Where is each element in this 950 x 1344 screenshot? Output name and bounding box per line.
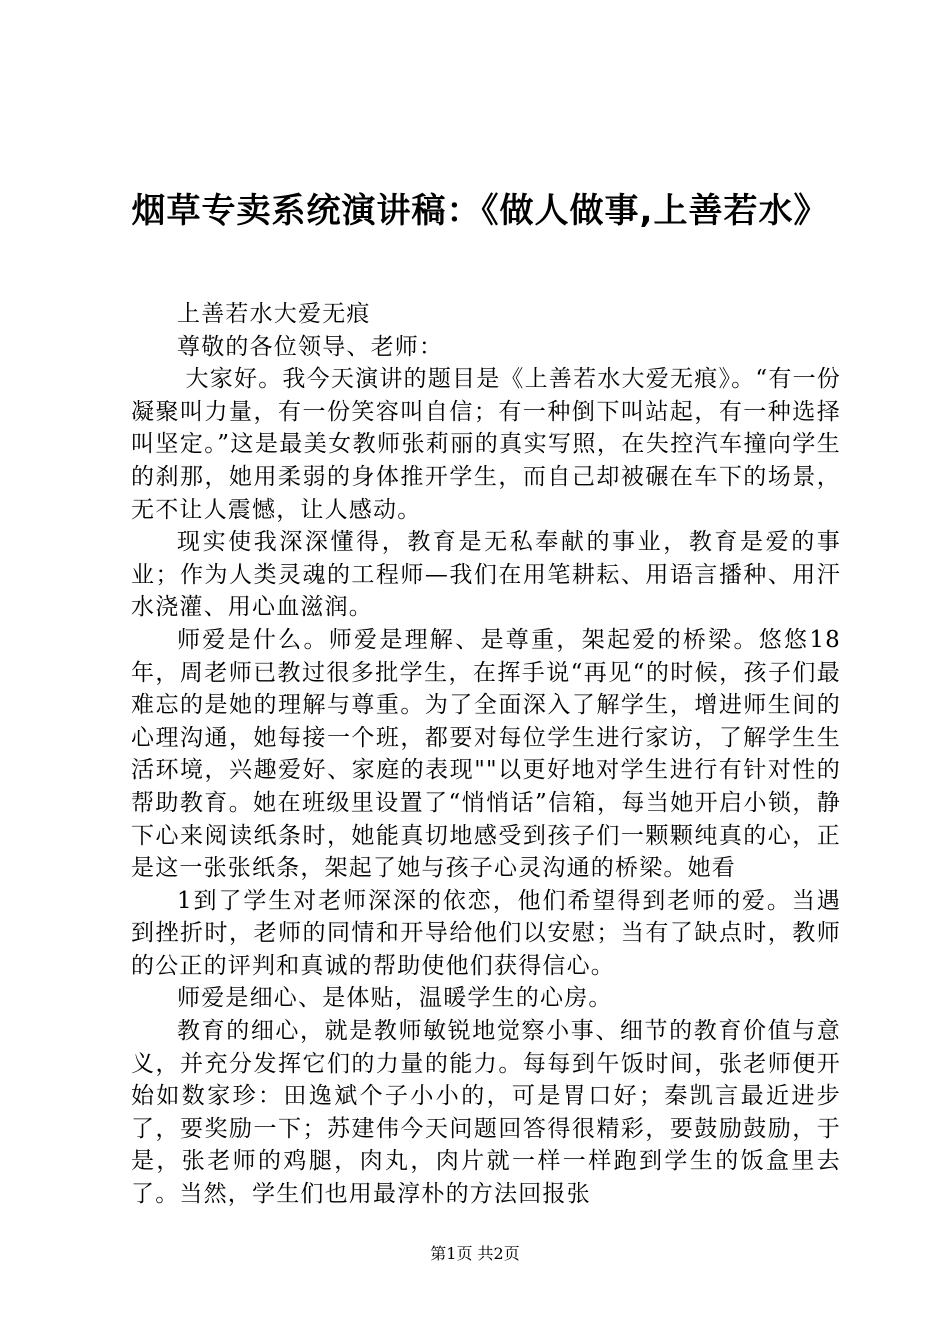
paragraph: 教育的细心，就是教师敏锐地觉察小事、细节的教育价值与意义，并充分发挥它们的力量的能力。每每到午饭时间，张老师便开始如数家珍：田逸斌个子小小的，可是胃口好；秦凯言最近进步了，要奖励一下；苏建伟今天问题回答得很精彩，要鼓励鼓励，于是，张老师的鸡腿，肉丸，肉片就一样一样跑到学生的饭盒里去了。当然，学生们也用最淳朴的方法回报张	[131, 1018, 841, 1208]
paragraph: 上善若水大爱无痕	[177, 301, 371, 327]
document-body	[131, 298, 841, 1211]
paragraph: 尊敬的各位领导、老师：	[177, 333, 444, 360]
paragraph: 大家好。我今天演讲的题目是《上善若水大爱无痕》。“有一份凝聚叫力量，有一份笑容叫自信；有一种倒下叫站起，有一种选择叫坚定。”这是最美女教师张莉丽的真实写照，在失控汽车撞向学生的刹那，她用柔弱的身体推开学生，而自己却被碾在车下的场景，无不让人震憾，让人感动。	[131, 366, 842, 523]
paragraph: 现实使我深深懂得，教育是无私奉献的事业，教育是爱的事业；作为人类灵魂的工程师—我们在用笔耕耘、用语言播种、用汗水浇灌、用心血滋润。	[131, 529, 841, 621]
paragraph: 1到了学生对老师深深的依恋，他们希望得到老师的爱。当遇到挫折时，老师的同情和开导给他们以安慰；当有了缺点时，教师的公正的评判和真诚的帮助使他们获得信心。	[131, 887, 841, 979]
document-title: 烟草专卖系统演讲稿：《做人做事,上善若水》	[131, 191, 829, 231]
paragraph: 师爱是什么。师爱是理解、是尊重，架起爱的桥梁。悠悠18年，周老师已教过很多批学生，在挥手说“再见“的时候，孩子们最难忘的是她的理解与尊重。为了全面深入了解学生，增进师生间的心理沟通，她每接一个班，都要对每位学生进行家访，了解学生生活环境，兴趣爱好、家庭的表现""以更好地对学生进行有针对性的帮助教育。她在班级里设置了“悄悄话”信箱，每当她开启小锁，静下心来阅读纸条时，她能真切地感受到孩子们一颗颗纯真的心，正是这一张张纸条，架起了她与孩子心灵沟通的桥梁。她看	[131, 626, 841, 882]
page-footer: 第1页 共2页	[430, 1244, 520, 1263]
paragraph: 师爱是细心、是体贴，温暖学生的心房。	[177, 985, 613, 1012]
